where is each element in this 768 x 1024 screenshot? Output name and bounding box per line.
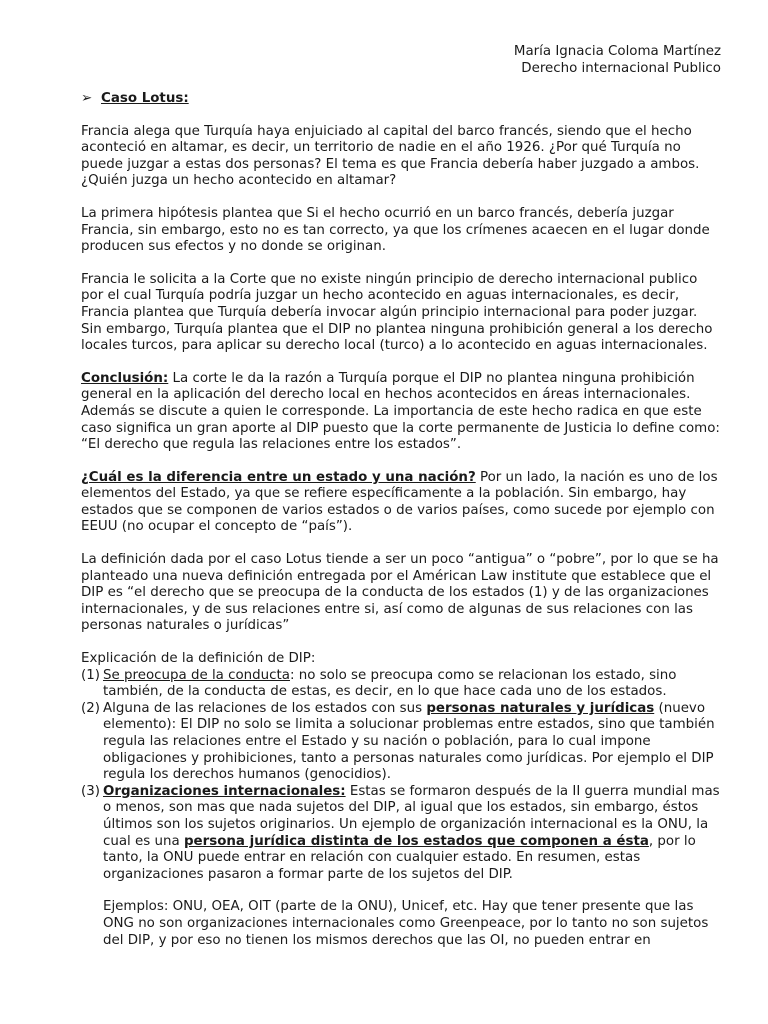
list-item-text: [103, 668, 721, 701]
list-number: (1): [81, 667, 100, 683]
list-item-2: [81, 701, 721, 784]
emphasis-phrase: personas naturales y jurídicas: [426, 700, 655, 716]
document-page: [81, 43, 721, 949]
course-name: Derecho internacional Publico: [521, 61, 721, 76]
conclusion-text: La corte le da la razón a Turquía porque el DIP no plantea ninguna prohibición general en la aplicación del derecho local en hechos acontecidos en áreas internacionales. Además se discute a quien le corresponde. La importancia de este hecho radica en que este caso significa un gran aporte al DIP puesto que la corte permanente de Justicia lo define como: “El derecho que regula las relaciones entre los estados”.: [81, 370, 720, 453]
list-number: (2): [81, 700, 100, 716]
list-item-3: [81, 784, 721, 884]
list-item-body: (nuevo elemento): El DIP no solo se limita a solucionar problemas entre estados, sino que también regula las relaciones entre el Estado y su nación o población, para lo cual impone obligaciones y prohibiciones, tanto a personas naturales como jurídicas. Por ejemplo el DIP regula los derechos humanos (genocidios).: [103, 700, 715, 783]
list-intro: Explicación de la definición de DIP:: [81, 651, 316, 667]
underlined-phrase: Se preocupa de la conducta: [103, 667, 290, 683]
section-heading: [81, 91, 721, 108]
list-item-body: Estas se formaron después de la II guerra mundial mas o menos, son mas que nada sujetos del DIP, al igual que los estados, sin embargo, éstos últimos son los sujetos originarios. Un ejemplo de organización internacional es la ONU, la cual es una: [103, 783, 720, 849]
paragraph-definition: La definición dada por el caso Lotus tiende a ser un poco “antigua” o “pobre”, por lo que se ha planteado una nueva definición entregada por el Américan Law institute que establece que el DIP es “el derecho que se preocupa de la conducta de los estados (1) y de las organizaciones internacionales, y de sus relaciones entre si, así como de algunas de sus relaciones con las personas naturales o jurídicas”: [81, 552, 719, 634]
list-number: (3): [81, 783, 100, 799]
list-item-body: : no solo se preocupa como se relacionan los estado, sino también, de la conducta de estas, es decir, en lo que hace cada uno de los estados.: [103, 667, 677, 700]
list-item-1: [81, 668, 721, 701]
emphasis-phrase: persona jurídica distinta de los estados que componen a ésta: [183, 833, 649, 849]
paragraph-2: La primera hipótesis plantea que Si el hecho ocurrió en un barco francés, debería juzgar Francia, sin embargo, esto no es tan correcto, ya que los crímenes acaecen en el lugar donde producen sus efectos y no donde se originan.: [81, 205, 710, 255]
list-item-body: Alguna de las relaciones de los estados con sus: [103, 700, 427, 716]
examples-paragraph: Ejemplos: ONU, OEA, OIT (parte de la ONU), Unicef, etc. Hay que tener presente que las ONG no son organizaciones internacionales como Greenpeace, por lo tanto no son sujetos del DIP, y por eso no tienen los mismos derechos que las OI, no pueden entrar en: [103, 899, 709, 948]
question-label: ¿Cuál es la diferencia entre un estado y una nación?: [81, 469, 476, 485]
list-item-text: [103, 701, 721, 784]
list-item-text: [103, 784, 721, 884]
paragraph-conclusion: [81, 371, 721, 454]
paragraph-state-nation: [81, 470, 721, 536]
author-name: María Ignacia Coloma Martínez: [513, 44, 721, 59]
list-item-body: , por lo tanto, la ONU puede entrar en relación con cualquier estado. En resumen, estas organizaciones pasaron a formar parte de los sujetos del DIP.: [103, 833, 696, 882]
question-text: Por un lado, la nación es uno de los elementos del Estado, ya que se refiere específicamente a la población. Sin embargo, hay estados que se componen de varios estados o de varios países, como sucede por ejemplo con EEUU (no ocupar el concepto de “país”).: [81, 469, 718, 535]
paragraph-1: Francia alega que Turquía haya enjuiciado al capital del barco francés, siendo que el hecho aconteció en altamar, es decir, un territorio de nadie en el año 1926. ¿Por qué Turquía no puede juzgar a estas dos personas? El tema es que Francia debería haber juzgado a ambos. ¿Quién juzga un hecho acontecido en altamar?: [81, 123, 700, 189]
document-header: [81, 43, 721, 77]
emphasis-phrase: Organizaciones internacionales:: [103, 783, 346, 799]
arrow-bullet-icon: ➢: [81, 91, 93, 106]
paragraph-3: Francia le solicita a la Corte que no existe ningún principio de derecho internacional publico por el cual Turquía podría juzgar un hecho acontecido en aguas internacionales, es decir, Francia plantea que Turquía debería invocar algún principio internacional para poder juzgar. Sin embargo, Turquía plantea que el DIP no plantea ninguna prohibición general a los derecho locales turcos, para aplicar su derecho local (turco) a lo acontecido en aguas internacionales.: [81, 271, 713, 354]
conclusion-label: Conclusión:: [81, 370, 169, 386]
section-title: Caso Lotus:: [101, 91, 189, 106]
